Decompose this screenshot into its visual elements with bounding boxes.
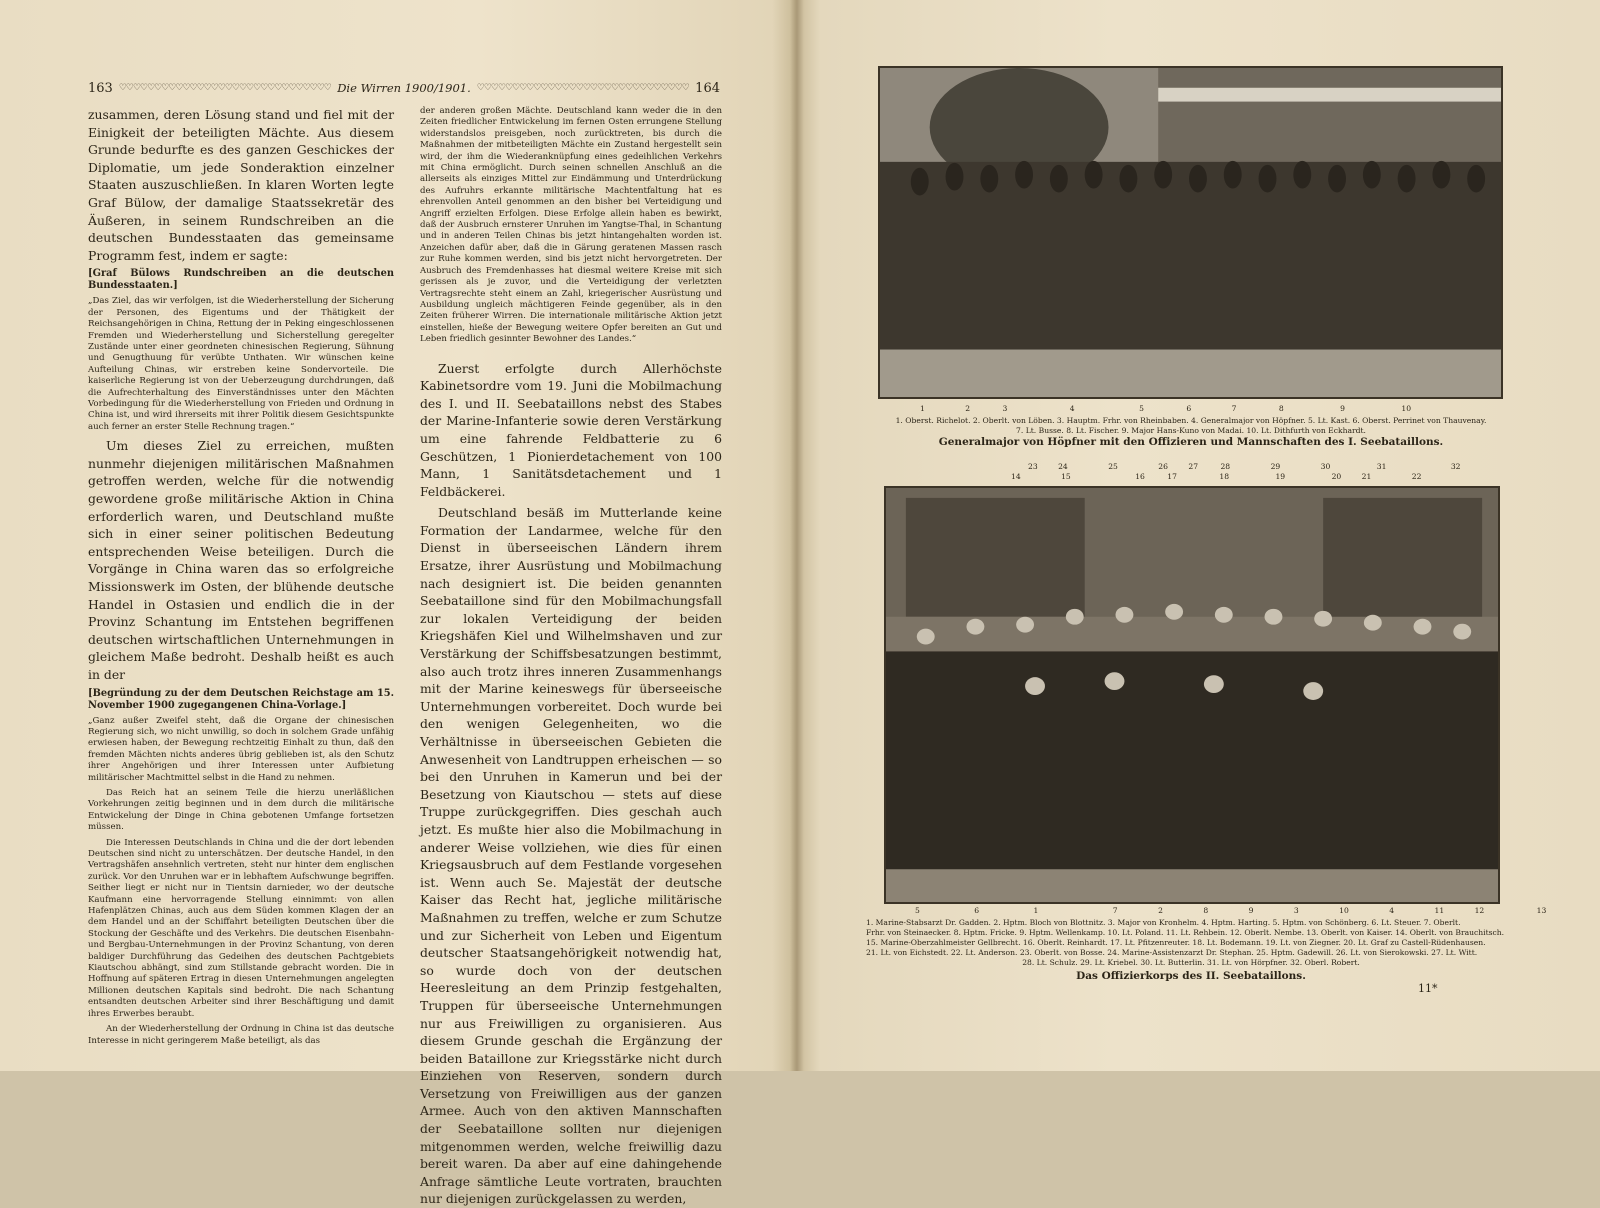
running-title: Die Wirren 1900/1901.	[337, 81, 471, 95]
running-header	[88, 78, 720, 98]
left-page-number: 163	[88, 80, 113, 96]
quoted-paragraph: der anderen großen Mächte. Deutschland kann weder die in den Zeiten friedlicher Entwickelung im fernen Osten errungene Stellung widerstandslos preisgeben, noch zurücktreten, bis durch die Maßnahmen der mitbeteiligten Mächte ein Zustand hergestellt sein wird, der ihm die Wiederanknüpfung eines gedeihlichen Verkehrs mit China ermöglicht. Durch seinen schnellen Anschluß an die allerseits als einziges Mittel zur Eindämmung und Unterdrückung des Aufruhrs erkannte militärische Machtentfaltung hat es ehrenvollen Anteil genommen an den bisher bei Verteidigung und Angriff erzielten Erfolgen. Diese Erfolge allein haben es bewirkt, daß der Ausbruch ernsterer Unruhen im Yangtse-Thal, in Schantung und in anderen Teilen Chinas bis jetzt hintangehalten worden ist. Anzeichen dafür aber, daß die in Gärung geratenen Massen rasch zur Ruhe kommen werden, sind bis jetzt nicht hervorgetreten. Der Ausbruch des Fremdenhasses hat diesmal weitere Kreise mit sich gerissen als je zuvor, und die Verteidigung der verletzten Vertragsrechte steht einem an Zahl, kriegerischer Ausrüstung und Ausbildung ungleich mächtigeren Feinde gegenüber, als in den Zeiten früherer Wirren. Die internationale militärische Aktion jetzt einstellen, hieße der Bewegung weitere Opfer bereiten an Gut und Leben friedlich gesinnter Bewohner des Landes.“	[420, 106, 722, 345]
ornament-rule-left: ♡♡♡♡♡♡♡♡♡♡♡♡♡♡♡♡♡♡♡♡♡♡♡♡♡♡♡♡♡♡	[118, 83, 331, 93]
photo2-number-row-bottom: 5 6 1 7 2 8 9 3 10 4 11 12 13	[915, 906, 1547, 915]
quoted-paragraph: „Das Ziel, das wir verfolgen, ist die Wiederherstellung der Sicherung der Personen, des Eigentums und der Thätigkeit der Reichsangehörigen in China, Rettung der in Peking eingeschlossenen Fremden und Wiederherstellung und Sicherstellung geregelter Zustände unter einer geordneten chinesischen Regierung, Sühnung und Genugthuung für verübte Unthaten. Wir wünschen keine Aufteilung Chinas, wir erstreben keine Sondervorteile. Die kaiserliche Regierung ist von der Ueberzeugung durchdrungen, daß die Aufrechterhaltung des Einverständnisses unter den Mächten Vorbedingung für die Wiederherstellung von Frieden und Ordnung in China ist, und wird ihrerseits mit ihrer Politik diesem Gesichtspunkte auch ferner an erster Stelle Rechnung tragen.“	[88, 296, 394, 432]
photo2-number-row-lower: 14 15 16 17 18 19 20 21 22	[1011, 472, 1422, 481]
paragraph: Zuerst erfolgte durch Allerhöchste Kabinetsordre vom 19. Juni die Mobilmachung des I. und II. Seebataillons nebst des Stabes der Marine-Infanterie sowie deren Verstärkung um eine fahrende Feldbatterie zu 6 Geschützen, 1 Pionierdetachement von 100 Mann, 1 Sanitätsdetachement und 1 Feldbäckerei.	[420, 360, 722, 499]
sheet-signature: 11*	[1418, 982, 1438, 995]
page-gutter	[790, 0, 804, 1071]
photo2-number-row-upper: 23 24 25 26 27 28 29 30 31 32	[1028, 462, 1461, 471]
subheading: [Begründung zu der dem Deutschen Reichstage am 15. November 1900 zugegangenen China-Vorlage.]	[88, 687, 394, 711]
photo1-caption-title: Generalmajor von Höpfner mit den Offizieren und Mannschaften des I. Seebataillons.	[938, 436, 1444, 448]
right-page-number: 164	[695, 80, 720, 96]
text-column-2	[420, 106, 722, 1207]
photo-first-battalion	[878, 66, 1503, 399]
quoted-paragraph: An der Wiederherstellung der Ordnung in China ist das deutsche Interesse in nicht geringerem Maße beteiligt, als das	[88, 1024, 394, 1046]
ornament-rule-right: ♡♡♡♡♡♡♡♡♡♡♡♡♡♡♡♡♡♡♡♡♡♡♡♡♡♡♡♡♡♡	[476, 83, 689, 93]
quoted-paragraph: Das Reich hat an seinem Teile die hierzu unerläßlichen Vorkehrungen zeitig beginnen und in dem durch die militärische Entwickelung der Dinge in China gebotenen Umfange fortsetzen müssen.	[88, 787, 394, 833]
text-column-1	[88, 106, 394, 1046]
photo2-caption-title: Das Offizierkorps des II. Seebataillons.	[1076, 970, 1306, 982]
quoted-paragraph: Die Interessen Deutschlands in China und die der dort lebenden Deutschen sind nicht zu unterschätzen. Der deutsche Handel, in den Vertragshäfen ansehnlich vertreten, steht nur hinter dem englischen zurück. Vor den Unruhen war er in lebhaftem Aufschwunge begriffen. Seither liegt er nicht nur in Tientsin darnieder, wo der deutsche Kaufmann eine hervorragende Stellung einnimmt: von allen Hafenplätzen Chinas, auch aus dem Süden kommen Klagen der an dem Handel und an der Schiffahrt beteiligten Deutschen über die Stockung der Geschäfte und des Verkehrs. Die deutschen Eisenbahn- und Bergbau-Unternehmungen in der Provinz Schantung, von deren baldiger Durchführung das Gedeihen des deutschen Pachtgebiets Kiautschou abhängt, sind zum Stillstande gebracht worden. Die in Hoffnung auf späteren Ertrag in diesen Unternehmungen angelegten Millionen deutschen Kapitals sind bedroht. Die nach Schantung entsandten deutschen Arbeiter sind ihrer Beschäftigung und damit ihres Erwerbes beraubt.	[88, 837, 394, 1019]
quoted-paragraph: „Ganz außer Zweifel steht, daß die Organe der chinesischen Regierung sich, wo nicht unwillig, so doch in solchem Grade unfähig erwiesen haben, der Bewegung rechtzeitig Einhalt zu thun, daß den fremden Mächten nichts anderes übrig geblieben ist, als den Schutz ihrer Angehörigen und ihrer Interessen unter Aufbietung militärischer Machtmittel selbst in die Hand zu nehmen.	[88, 715, 394, 783]
photo-second-battalion	[884, 486, 1500, 904]
photo-first-battalion-image	[880, 68, 1501, 397]
paragraph: zusammen, deren Lösung stand und fiel mit der Einigkeit der beteiligten Mächte. Aus diesem Grunde bedurfte es des ganzen Geschickes der Diplomatie, um jede Sonderaktion einzelner Staaten auszuschließen. In klaren Worten legte Graf Bülow, der damalige Staatssekretär des Äußeren, in seinem Rundschreiben an die deutschen Bundesstaaten das gemeinsame Programm fest, indem er sagte:	[88, 107, 394, 263]
photo-second-battalion-image	[886, 488, 1498, 902]
photo2-legend: 1. Marine-Stabsarzt Dr. Gadden. 2. Hptm. Bloch von Blottnitz. 3. Major von Kronhelm. 4. Hptm. Harting. 5. Hptm. von Schönberg. 6. Lt. Steuer. 7. Oberlt. Frhr. von Steinaecker. 8. Hptm. Fricke. 9. Hptm. Wellenkamp. 10. Lt. Poland. 11. Lt. Rehbein. 12. Oberlt. Nembe. 13. Oberlt. von Kaiser. 14. Oberlt. von Brauchitsch. 15. Marine-Oberzahlmeister Gellbrecht. 16. Oberlt. Reinhardt. 17. Lt. Pfitzenreuter. 18. Lt. Bodemann. 19. Lt. von Ziegner. 20. Lt. Graf zu Castell-Rüdenhausen. 21. Lt. von Eichstedt. 22. Lt. Anderson. 23. Oberlt. von Bosse. 24. Marine-Assistenzarzt Dr. Stephan. 25. Hptm. Gadewill. 26. Lt. von Sierokowski. 27. Lt. Witt. 28. Lt. Schulz. 29. Lt. Kriebel. 30. Lt. Butterlin. 31. Lt. von Hörpfner. 32. Oberl. Robert.	[866, 918, 1505, 967]
photo1-number-row: 1 2 3 4 5 6 7 8 9 10	[920, 404, 1412, 413]
photo1-legend: 1. Oberst. Richelot. 2. Oberlt. von Löben. 3. Hauptm. Frhr. von Rheinbaben. 4. Generalmajor von Höpfner. 5. Lt. Kast. 6. Oberst. Perrinet von Thauvenay. 7. Lt. Busse. 8. Lt. Fischer. 9. Major Hans-Kuno von Madai. 10. Lt. Dithfurth von Eckhardt.	[895, 416, 1487, 435]
paragraph: Deutschland besäß im Mutterlande keine Formation der Landarmee, welche für den Dienst in überseeischen Ländern ihrem Ersatze, ihrer Ausrüstung und Mobilmachung nach designiert ist. Die beiden genannten Seebataillone sind für den Mobilmachungsfall zur lokalen Verteidigung der beiden Kriegshäfen Kiel und Wilhelmshaven und zur Verstärkung der Schiffsbesatzungen bestimmt, also auch trotz ihres inneren Zusammenhangs mit der Marine keineswegs für überseeische Unternehmungen vorbereitet. Doch wurde bei den wenigen Gelegenheiten, wo die Verhältnisse in überseeischen Gebieten die Anwesenheit von Landtruppen erheischen — so bei den Unruhen in Kamerun und bei der Besetzung von Kiautschou — stets auf diese Truppe zurückgegriffen. Dies geschah auch jetzt. Es mußte hier also die Mobilmachung in anderer Weise vollziehen, wie dies für einen Kriegsausbruch auf dem Festlande vorgesehen ist. Wenn auch Se. Majestät der deutsche Kaiser das Recht hat, jegliche militärische Maßnahmen zu treffen, welche er zum Schutze und zur Sicherheit von Leben und Eigentum deutscher Staatsangehörigkeit notwendig hat, so wurde doch von der deutschen Heeresleitung an dem Prinzip festgehalten, Truppen für überseeische Unternehmungen nur aus Freiwilligen zu organisieren. Aus diesem Grunde geschah die Ergänzung der beiden Bataillone zur Kriegsstärke nicht durch Einziehen von Reserven, sondern durch Versetzung von Freiwilligen aus der ganzen Armee. Auch von den aktiven Mannschaften der Seebataillone sollten nur diejenigen mitgenommen werden, welche freiwillig dazu bereit waren. Da aber auf eine dahingehende Anfrage sämtliche Leute vortraten, brauchten nur diejenigen zurückgelassen zu werden,	[420, 505, 722, 1207]
subheading: [Graf Bülows Rundschreiben an die deutschen Bundesstaaten.]	[88, 268, 394, 292]
paragraph: Um dieses Ziel zu erreichen, mußten nunmehr diejenigen militärischen Maßnahmen getroffen werden, welche für die notwendig gewordene große militärische Aktion in China erforderlich waren, und Deutschland mußte sich in einer seiner politischen Bedeutung entsprechenden Weise beteiligen. Durch die Vorgänge in China waren das so erfolgreiche Missionswerk im Osten, der blühende deutsche Handel in Ostasien und endlich die in der Provinz Schantung im Entstehen begriffenen deutschen wirtschaftlichen Unternehmungen in gleichem Maße bedroht. Deshalb heißt es auch in der	[88, 438, 394, 682]
